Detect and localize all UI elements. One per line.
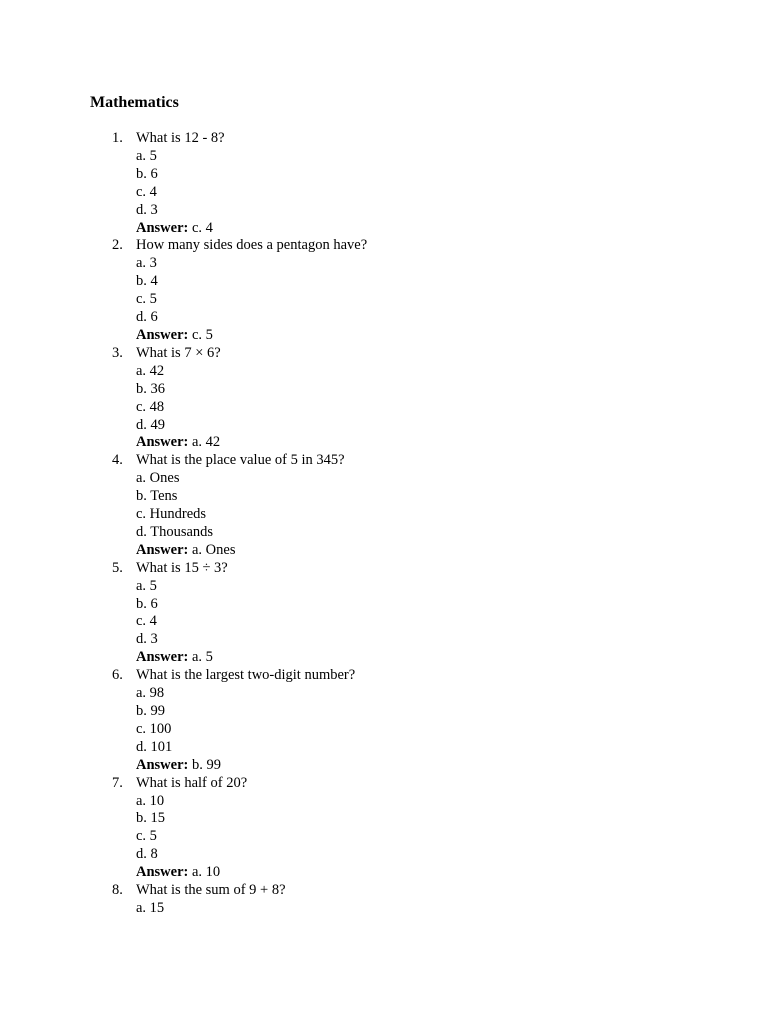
answer-option: b. 6: [136, 595, 158, 612]
question-text: How many sides does a pentagon have?: [136, 237, 368, 254]
question-number: 5.: [112, 559, 123, 576]
answer-label: Answer:: [136, 864, 189, 881]
question-text: What is the sum of 9 + 8?: [136, 882, 286, 899]
question-number: 7.: [112, 774, 123, 791]
answer-option: a. 15: [136, 899, 165, 916]
answer-option: b. 36: [136, 380, 165, 397]
answer-option: d. 3: [136, 201, 158, 218]
answer-option: c. 4: [136, 613, 157, 630]
question-list: [0, 130, 367, 918]
answer-label: Answer:: [136, 326, 189, 343]
answer-value: b. 99: [191, 756, 221, 773]
answer-line: [136, 649, 367, 667]
question-item: [0, 775, 367, 882]
answer-option: c. 100: [136, 720, 172, 737]
answer-option: b. Tens: [136, 488, 178, 505]
question-text: What is the place value of 5 in 345?: [136, 452, 345, 469]
question-text: What is 7 × 6?: [136, 344, 221, 361]
answer-value: a. 5: [191, 649, 213, 666]
answer-option: c. 5: [136, 828, 157, 845]
answer-line: [136, 757, 367, 775]
answer-option: a. 42: [136, 362, 165, 379]
answer-option: a. 5: [136, 577, 157, 594]
answer-option: d. 3: [136, 631, 158, 648]
answer-option: d. 6: [136, 309, 158, 326]
answer-value: c. 4: [191, 219, 213, 236]
question-text: What is the largest two-digit number?: [136, 667, 356, 684]
question-item: [0, 345, 367, 452]
answer-label: Answer:: [136, 434, 189, 451]
answer-option: a. 5: [136, 147, 157, 164]
answer-label: Answer:: [136, 649, 189, 666]
answer-option: b. 4: [136, 273, 158, 290]
question-number: 6.: [112, 667, 123, 684]
answer-line: [136, 220, 367, 238]
answer-option: d. 49: [136, 416, 165, 433]
answer-option: a. 3: [136, 255, 157, 272]
answer-option: b. 6: [136, 165, 158, 182]
answer-value: a. 42: [191, 434, 221, 451]
answer-option: a. 10: [136, 792, 165, 809]
question-item: [0, 882, 367, 918]
answer-line: [136, 327, 367, 345]
answer-option: d. 101: [136, 738, 173, 755]
answer-line: [136, 542, 367, 560]
answer-option: d. 8: [136, 846, 158, 863]
answer-line: [136, 864, 367, 882]
answer-option: a. 98: [136, 685, 165, 702]
question-text: What is 12 - 8?: [136, 130, 225, 146]
answer-option: c. 48: [136, 398, 165, 415]
question-text: What is half of 20?: [136, 774, 248, 791]
question-item: [0, 130, 367, 237]
question-number: 2.: [112, 237, 123, 254]
answer-line: [136, 434, 367, 452]
page-title: Mathematics: [90, 94, 179, 111]
answer-option: a. Ones: [136, 470, 180, 487]
answer-label: Answer:: [136, 219, 189, 236]
question-number: 3.: [112, 344, 123, 361]
answer-label: Answer:: [136, 756, 189, 773]
answer-option: c. Hundreds: [136, 506, 207, 523]
question-number: 4.: [112, 452, 123, 469]
answer-option: b. 15: [136, 810, 165, 827]
answer-label: Answer:: [136, 541, 189, 558]
answer-value: c. 5: [191, 326, 213, 343]
answer-option: c. 4: [136, 183, 157, 200]
question-item: [0, 237, 367, 344]
question-item: [0, 560, 367, 667]
answer-option: b. 99: [136, 703, 165, 719]
question-item: [0, 452, 367, 559]
answer-value: a. 10: [191, 864, 221, 881]
question-number: 1.: [112, 130, 123, 146]
question-number: 8.: [112, 882, 123, 899]
answer-option: c. 5: [136, 291, 157, 308]
answer-value: a. Ones: [191, 541, 236, 558]
question-text: What is 15 ÷ 3?: [136, 559, 228, 576]
question-item: [0, 667, 367, 774]
answer-option: d. Thousands: [136, 523, 214, 540]
